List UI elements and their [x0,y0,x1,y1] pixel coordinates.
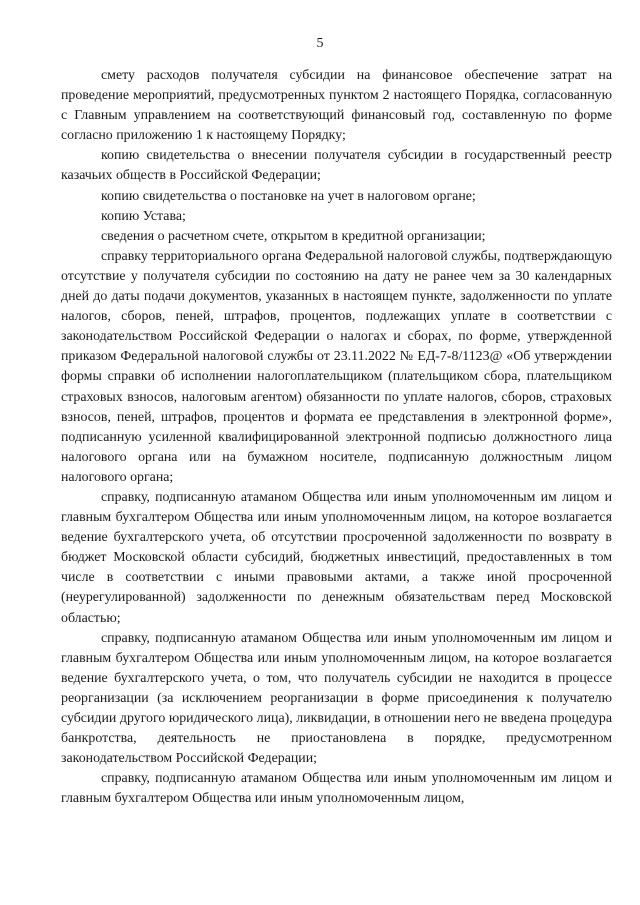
paragraph-registry-certificate: копию свидетельства о внесении получателя субсидии в государственный реестр казачьих обществ в Российской Федерации; [61,148,612,184]
paragraph-tax-registration: копию свидетельства о постановке на учет в налоговом органе; [101,188,476,204]
paragraph-charter-copy: копию Устава; [101,208,186,224]
paragraph-tax-certificate: справку территориального органа Федеральной налоговой службы, подтверждающую отсутствие у получателя субсидии по состоянию на дату не ранее чем за 30 календарных дней до даты подачи документов, указанных в настоящем пункте, задолженности по уплате налогов, сборов, пеней, штрафов, процентов, подлежащих уплате в соответствии с законодательством Российской Федерации о налогах и сборах, по форме, утвержденной приказом Федеральной налоговой службы от 23.11.2022 № ЕД-7-8/1123@ «Об утверждении формы справки об исполнении налогоплательщиком (плательщиком сбора, плательщиком страховых взносов, налоговым агентом) обязанности по уплате налогов, сборов, страховых взносов, пеней, штрафов, процентов и формата ее представления в электронной форме», подписанную усиленной квалифицированной электронной подписью должностного лица налогового органа или на бумажном носителе, подписанную должностным лицом налогового органа; [61,248,612,485]
paragraph-signed-certificate: справку, подписанную атаманом Общества или иным уполномоченным им лицом и главным бухгалтером Общества или иным уполномоченным лицом, [61,771,612,807]
document-body [61,66,612,809]
paragraph-bank-account: сведения о расчетном счете, открытом в кредитной организации; [101,228,486,244]
paragraph-no-reorganization: справку, подписанную атаманом Общества или иным уполномоченным им лицом и главным бухгалтером Общества или иным уполномоченным лицом, на которое возлагается ведение бухгалтерского учета, о том, что получатель субсидии не находится в процессе реорганизации (за исключением реорганизации в форме присоединения к получателю субсидии другого юридического лица), ликвидации, в отношении него не введена процедура банкротства, деятельность не приостановлена в порядке, предусмотренном законодательством Российской Федерации; [61,630,612,767]
page-number: 5 [316,36,324,51]
paragraph-budget-estimate: смету расходов получателя субсидии на финансовое обеспечение затрат на проведение мероприятий, предусмотренных пунктом 2 настоящего Порядка, согласованную с Главным управлением на соответствующий финансовый год, составленную по форме согласно приложению 1 к настоящему Порядку; [61,68,612,144]
paragraph-no-overdue-debt: справку, подписанную атаманом Общества или иным уполномоченным им лицом и главным бухгалтером Общества или иным уполномоченным лицом, на которое возлагается ведение бухгалтерского учета, об отсутствии просроченной задолженности по возврату в бюджет Московской области субсидий, бюджетных инвестиций, предоставленных в том числе в соответствии с иными правовыми актами, а также иной просроченной (неурегулированной) задолженности по денежным обязательствам перед Московской областью; [61,489,612,626]
